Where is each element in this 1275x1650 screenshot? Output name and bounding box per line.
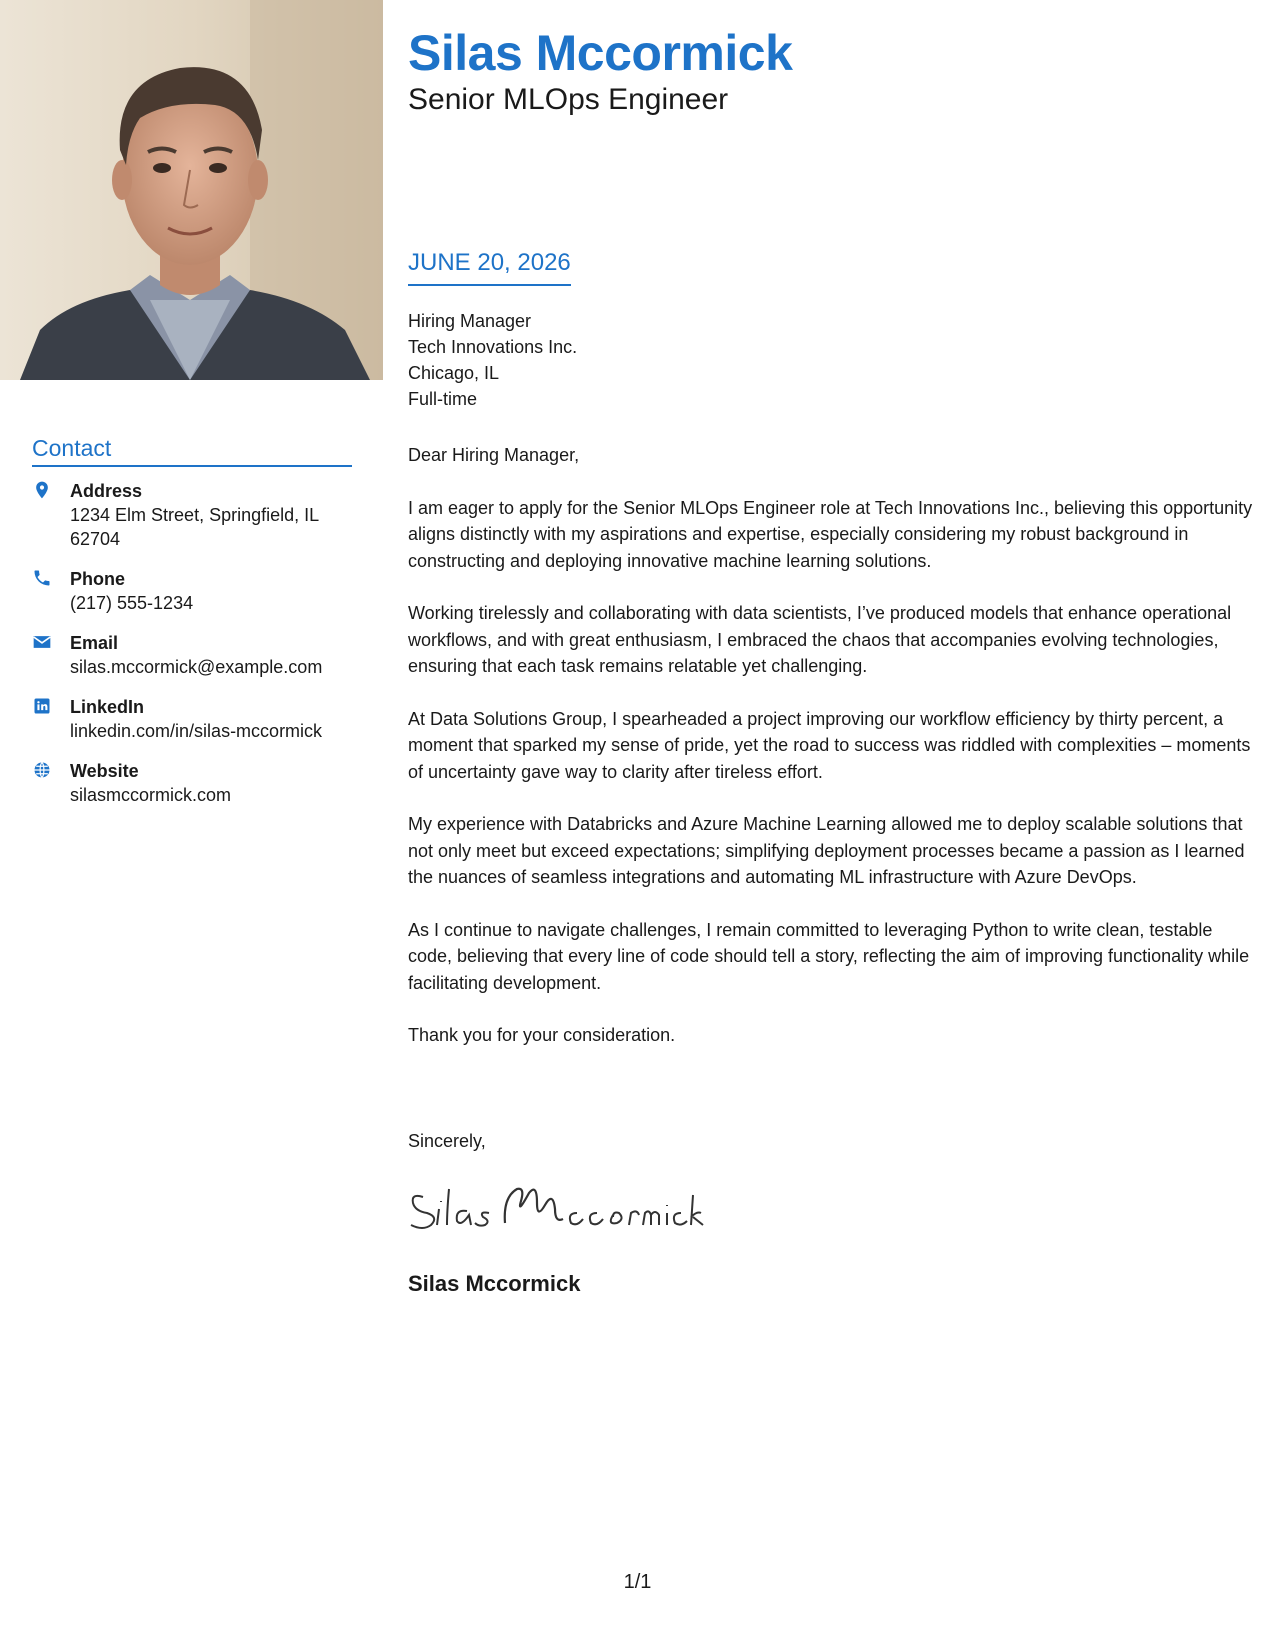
recipient-line: Hiring Manager: [408, 311, 532, 331]
body-paragraph: Working tirelessly and collaborating with data scientists, I’ve produced models that enhance operational workflows, and with great enthusiasm, I embraced the chaos that accompanies evolving technologies, ensuring that each task remains relatable yet challenging.: [408, 603, 1232, 676]
letter-date-block: [408, 248, 571, 286]
contact-value: 1234 Elm Street, Springfield, IL 62704: [70, 505, 319, 550]
body-paragraph: Thank you for your consideration.: [408, 1025, 676, 1045]
job-title: Senior MLOps Engineer: [408, 83, 729, 116]
contact-label: Phone: [70, 569, 126, 590]
signed-name: Silas Mccormick: [408, 1271, 581, 1296]
contact-value[interactable]: linkedin.com/in/silas-mccormick: [70, 721, 323, 742]
contact-value: (217) 555-1234: [70, 593, 194, 614]
body-paragraph: As I continue to navigate challenges, I remain committed to leveraging Python to write clean, testable code, believing that every line of code should tell a story, reflecting the aim of improving functionality while facilitating development.: [408, 919, 1250, 993]
email-icon: [32, 631, 70, 679]
contact-item-linkedin: [32, 695, 352, 743]
contact-sidebar: [32, 436, 352, 823]
phone-icon: [32, 567, 70, 615]
contact-label: Address: [70, 481, 143, 502]
contact-label: Website: [70, 761, 139, 782]
page-number: 1/1: [623, 1571, 652, 1593]
body-paragraph: My experience with Databricks and Azure Machine Learning allowed me to deploy scalable solutions that not only meet but exceed expectations; simplifying deployment processes became a passion as I learned the nuances of seamless integrations and automating ML infrastructure with Azure DevOps.: [408, 814, 1245, 887]
salutation: Dear Hiring Manager,: [408, 445, 580, 465]
contact-item-email: [32, 631, 352, 679]
globe-icon: [32, 759, 70, 807]
location-pin-icon: [32, 479, 70, 551]
contact-label: Email: [70, 633, 119, 654]
handwritten-signature: [405, 1175, 705, 1235]
recipient-line: Chicago, IL: [408, 363, 500, 383]
closing: Sincerely,: [408, 1131, 486, 1151]
profile-photo: [0, 0, 383, 380]
recipient-line: Tech Innovations Inc.: [408, 337, 578, 357]
letter-date: JUNE 20, 2026: [408, 248, 571, 286]
contact-label: LinkedIn: [70, 697, 145, 718]
contact-item-website: [32, 759, 352, 807]
letter-header: [408, 24, 1248, 118]
contact-heading: Contact: [32, 436, 352, 467]
recipient-line: Full-time: [408, 389, 478, 409]
linkedin-icon: [32, 695, 70, 743]
body-paragraph: I am eager to apply for the Senior MLOps Engineer role at Tech Innovations Inc., believing this opportunity aligns distinctly with my aspirations and expertise, especially considering my robust background in constructing and deploying innovative machine learning solutions.: [408, 497, 1253, 571]
contact-item-phone: [32, 567, 352, 615]
recipient-block: [408, 308, 577, 412]
contact-item-address: [32, 479, 352, 551]
letter-body: [408, 442, 1253, 1075]
contact-value[interactable]: silasmccormick.com: [70, 785, 232, 806]
applicant-name: Silas Mccormick: [408, 25, 793, 81]
body-paragraph: At Data Solutions Group, I spearheaded a project improving our workflow efficiency by thirty percent, a moment that sparked my sense of pride, yet the road to success was riddled with complexities – moments of uncertainty gave way to clarity after tireless effort.: [408, 708, 1251, 782]
contact-value[interactable]: silas.mccormick@example.com: [70, 657, 323, 678]
